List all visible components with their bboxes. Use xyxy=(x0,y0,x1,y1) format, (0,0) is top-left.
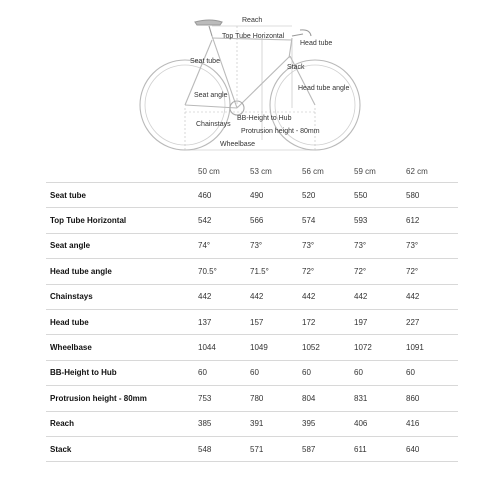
table-cell: 406 xyxy=(354,419,368,429)
size-header: 56 cm xyxy=(302,166,324,176)
table-cell: 571 xyxy=(250,444,264,454)
label-head-tube: Head tube xyxy=(300,40,333,47)
geometry-table-body xyxy=(46,183,458,462)
table-cell: 73° xyxy=(406,241,419,251)
table-cell: 442 xyxy=(354,292,368,302)
label-stack: Stack xyxy=(287,64,305,71)
table-cell: 612 xyxy=(406,216,420,226)
table-row xyxy=(46,386,458,411)
table-cell: 227 xyxy=(406,317,420,327)
size-header-row xyxy=(46,160,458,183)
table-row xyxy=(46,309,458,334)
frame-head-tube xyxy=(289,38,292,58)
row-label: Stack xyxy=(50,444,72,454)
table-row xyxy=(46,259,458,284)
table-cell: 60 xyxy=(198,368,207,378)
label-seat-tube: Seat tube xyxy=(190,58,220,65)
table-row xyxy=(46,335,458,360)
table-cell: 72° xyxy=(354,266,367,276)
table-cell: 73° xyxy=(250,241,263,251)
table-cell: 60 xyxy=(406,368,415,378)
table-cell: 611 xyxy=(354,444,367,454)
label-chainstays: Chainstays xyxy=(196,121,231,128)
row-label: Head tube angle xyxy=(50,266,112,276)
table-row xyxy=(46,411,458,436)
table-cell: 753 xyxy=(198,393,212,403)
row-label: BB-Height to Hub xyxy=(50,368,117,378)
table-cell: 391 xyxy=(250,419,264,429)
table-cell: 580 xyxy=(406,190,420,200)
table-row xyxy=(46,233,458,258)
row-label: Seat tube xyxy=(50,190,87,200)
table-cell: 73° xyxy=(302,241,315,251)
table-cell: 72° xyxy=(302,266,315,276)
table-cell: 460 xyxy=(198,190,212,200)
table-cell: 137 xyxy=(198,317,212,327)
table-cell: 780 xyxy=(250,393,264,403)
table-row xyxy=(46,208,458,233)
table-row xyxy=(46,284,458,309)
size-header: 62 cm xyxy=(406,166,428,176)
table-cell: 416 xyxy=(406,419,420,429)
size-header: 53 cm xyxy=(250,166,272,176)
frame-chainstay xyxy=(185,105,237,108)
seatpost xyxy=(209,26,212,36)
row-label: Reach xyxy=(50,419,75,429)
table-cell: 548 xyxy=(198,444,212,454)
geometry-table xyxy=(46,160,458,462)
label-bb-height-to-hub: BB-Height to Hub xyxy=(237,115,292,122)
row-label: Head tube xyxy=(50,317,89,327)
table-cell: 395 xyxy=(302,419,316,429)
label-reach: Reach xyxy=(242,17,263,24)
table-cell: 574 xyxy=(302,216,316,226)
table-cell: 442 xyxy=(406,292,420,302)
stem xyxy=(292,34,303,36)
row-label: Seat angle xyxy=(50,241,91,251)
table-cell: 172 xyxy=(302,317,316,327)
label-top-tube-horizontal: Top Tube Horizontal xyxy=(222,33,285,40)
label-seat-angle: Seat angle xyxy=(194,92,228,99)
row-label: Top Tube Horizontal xyxy=(50,216,127,226)
table-cell: 640 xyxy=(406,444,420,454)
table-cell: 804 xyxy=(302,393,316,403)
table-cell: 442 xyxy=(198,292,212,302)
saddle xyxy=(195,20,222,25)
size-header: 59 cm xyxy=(354,166,376,176)
table-cell: 1091 xyxy=(406,343,424,353)
table-cell: 442 xyxy=(250,292,264,302)
row-label: Wheelbase xyxy=(50,343,92,353)
table-cell: 60 xyxy=(354,368,363,378)
row-label: Protrusion height - 80mm xyxy=(50,393,147,403)
header-empty-cell xyxy=(46,160,198,183)
size-header: 50 cm xyxy=(198,166,220,176)
table-row xyxy=(46,360,458,385)
table-cell: 73° xyxy=(354,241,367,251)
table-cell: 74° xyxy=(198,241,211,251)
row-label: Chainstays xyxy=(50,292,93,302)
table-cell: 520 xyxy=(302,190,316,200)
table-cell: 593 xyxy=(354,216,368,226)
table-cell: 566 xyxy=(250,216,264,226)
label-wheelbase: Wheelbase xyxy=(220,141,256,148)
table-cell: 860 xyxy=(406,393,420,403)
table-cell: 385 xyxy=(198,419,212,429)
table-cell: 490 xyxy=(250,190,264,200)
table-row xyxy=(46,183,458,208)
table-cell: 542 xyxy=(198,216,212,226)
table-row xyxy=(46,436,458,461)
table-cell: 442 xyxy=(302,292,316,302)
handlebar xyxy=(300,30,311,36)
table-cell: 1072 xyxy=(354,343,372,353)
label-protrusion-height: Protrusion height - 80mm xyxy=(241,128,320,135)
table-cell: 1049 xyxy=(250,343,268,353)
bike-geometry-diagram xyxy=(0,0,500,160)
table-cell: 197 xyxy=(354,317,368,327)
table-cell: 587 xyxy=(302,444,316,454)
table-cell: 1052 xyxy=(302,343,320,353)
table-cell: 72° xyxy=(406,266,419,276)
table-cell: 71.5° xyxy=(250,266,269,276)
label-head-tube-angle: Head tube angle xyxy=(298,85,350,92)
table-cell: 831 xyxy=(354,393,368,403)
table-cell: 550 xyxy=(354,190,368,200)
table-cell: 1044 xyxy=(198,343,216,353)
table-cell: 157 xyxy=(250,317,264,327)
table-cell: 70.5° xyxy=(198,266,217,276)
table-cell: 60 xyxy=(250,368,259,378)
table-cell: 60 xyxy=(302,368,311,378)
